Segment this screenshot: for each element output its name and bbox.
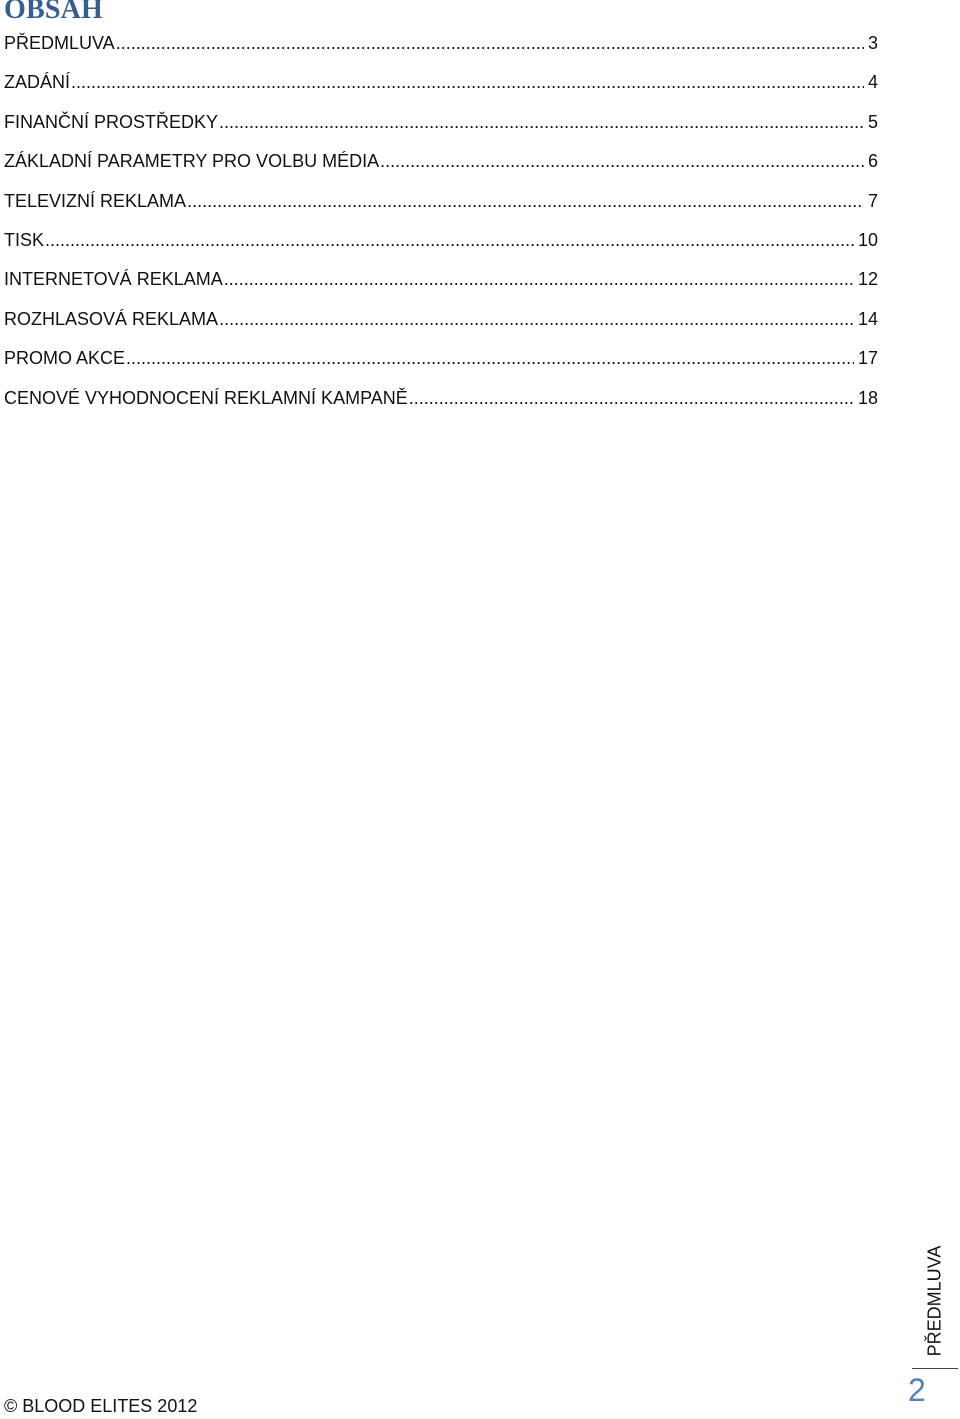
toc-entry-title: ROZHLASOVÁ REKLAMA: [4, 308, 219, 329]
toc-leader-dots: [380, 146, 864, 176]
toc-entry[interactable]: [4, 107, 878, 146]
toc-heading: OBSAH: [4, 0, 104, 25]
toc-entry-page: 12: [857, 269, 878, 290]
toc-entry-page: 6: [867, 151, 878, 172]
toc-entry-title: PROMO AKCE: [4, 348, 126, 369]
toc-entry-title: FINANČNÍ PROSTŘEDKY: [4, 111, 219, 132]
toc-leader-dots: [409, 383, 854, 413]
toc-leader-dots: [187, 186, 864, 216]
toc-leader-dots: [71, 67, 864, 97]
toc-entry-title: ZÁKLADNÍ PARAMETRY PRO VOLBU MÉDIA: [4, 151, 380, 172]
toc-entry-page: 10: [857, 229, 878, 250]
toc-entry-page: 14: [857, 308, 878, 329]
toc-entry-page: 7: [867, 190, 878, 211]
footer-section-label: PŘEDMLUVA: [924, 1245, 945, 1357]
footer-copyright: © BLOOD ELITES 2012: [4, 1396, 198, 1416]
toc-entry-title: PŘEDMLUVA: [4, 33, 115, 53]
toc-entry-title: TELEVIZNÍ REKLAMA: [4, 190, 187, 211]
toc-entry[interactable]: [4, 67, 878, 106]
toc-leader-dots: [219, 107, 864, 137]
toc-entry-page: 4: [867, 72, 878, 93]
toc-entry-title: ZADÁNÍ: [4, 72, 71, 93]
toc-entry-title: TISK: [4, 229, 45, 250]
footer-divider: [912, 1368, 958, 1369]
toc-leader-dots: [224, 264, 854, 294]
toc-entry[interactable]: [4, 343, 878, 382]
toc-entry-page: 5: [867, 111, 878, 132]
toc-entry-page: 18: [857, 387, 878, 408]
toc-entry-title: CENOVÉ VYHODNOCENÍ REKLAMNÍ KAMPANĚ: [4, 387, 408, 408]
toc-leader-dots: [116, 28, 864, 58]
toc-entry[interactable]: [4, 225, 878, 264]
toc-entry-title: INTERNETOVÁ REKLAMA: [4, 269, 223, 290]
toc-entry[interactable]: [4, 304, 878, 343]
toc-entry-page: 17: [857, 348, 878, 369]
table-of-contents: [4, 28, 878, 422]
toc-leader-dots: [219, 304, 854, 334]
toc-entry[interactable]: [4, 383, 878, 422]
toc-entry[interactable]: [4, 28, 878, 67]
toc-entry-page: 3: [867, 33, 878, 53]
toc-entry[interactable]: [4, 146, 878, 185]
toc-leader-dots: [126, 343, 854, 373]
toc-entry[interactable]: [4, 264, 878, 303]
toc-entry[interactable]: [4, 186, 878, 225]
footer-page-number: 2: [908, 1372, 926, 1408]
toc-leader-dots: [45, 225, 854, 255]
